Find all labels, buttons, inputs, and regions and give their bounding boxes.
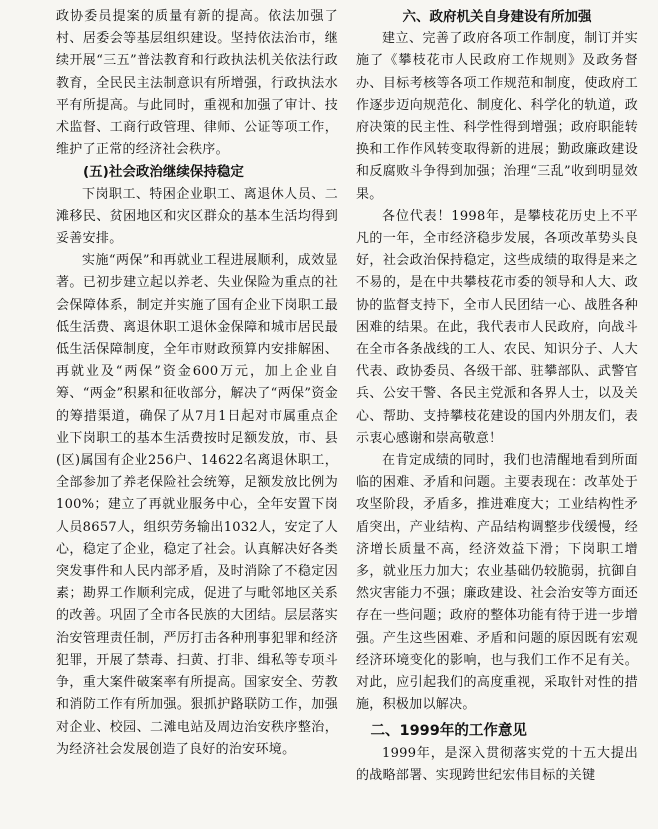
paragraph: 建立、完善了政府各项工作制度，制订并实施了《攀枝花市人民政府工作规则》及政务督办、目标考核等各项工作规范和制度，使政府工作逐步迈向规范化、制度化、科学化的轨道，政府决策的民主性、科学性得到增强；政府职能转换和工作作风转变取得新的进展；勤政廉政建设和反腐败斗争得到加强；治理“三乱”收到明显效果。	[356, 31, 638, 202]
right-column	[356, 6, 638, 787]
paragraph: 下岗职工、特困企业职工、离退休人员、二滩移民、贫困地区和灾区群众的基本生活均得到妥善安排。	[56, 186, 338, 247]
two-column-body	[56, 6, 638, 787]
paragraph: 1999年，是深入贯彻落实党的十五大提出的战略部署、实现跨世纪宏伟目标的关键	[356, 745, 638, 783]
section-heading: (五)社会政治继续保持稳定	[83, 164, 244, 181]
paragraph: 政协委员提案的质量有新的提高。依法加强了村、居委会等基层组织建设。坚持依法治市，继续开展“三五”普法教育和行政执法机关依法行政教育，全民民主法制意识有所增强，行政执法水平有所提高。与此同时，重视和加强了审计、技术监督、工商行政管理、律师、公证等项工作，维护了正常的经济社会秩序。	[56, 9, 338, 158]
paragraph: 实施“两保”和再就业工程进展顺利，成效显著。已初步建立起以养老、失业保险为重点的社会保障体系，制定并实施了国有企业下岗职工最低生活费、离退休职工退休金保障和城市居民最低生活保障制度，全年市财政预算内安排解困、再就业及“两保”资金600万元，加上企业自筹、“两金”积累和征收部分，解决了“两保”资金的筹措渠道，确保了从7月1日起对市属重点企业下岗职工的基本生活费按时足额发放，市、县(区)属国有企业256户、14622名离退休职工，全部参加了养老保险社会统筹，足额发放比例为100%；建立了再就业服务中心，全年安置下岗人员8657人，组织劳务输出1032人，安定了人心，稳定了企业，稳定了社会。认真解决好各类突发事件和人民内部矛盾，及时消除了不稳定因素；勘界工作顺利完成，促进了与毗邻地区关系的改善。巩固了全市各民族的大团结。层层落实治安管理责任制，严厉打击各种刑事犯罪和经济犯罪，开展了禁毒、扫黄、打非、缉私等专项斗争，重大案件破案率有所提高。国家安全、劳教和消防工作有所加强。狠抓护路联防工作，加强对企业、校园、二滩电站及周边治安秩序整治，为经济社会发展创造了良好的治安环境。	[56, 253, 338, 757]
section-heading: 六、政府机关自身建设有所加强	[402, 9, 592, 25]
chapter-heading: 二、1999年的工作意见	[370, 722, 527, 739]
left-column	[56, 6, 338, 787]
paragraph: 各位代表！1998年，是攀枝花历史上不平凡的一年，全市经济稳步发展，各项改革势头良好，社会政治保持稳定，这些成绩的取得是来之不易的，是在中共攀枝花市委的领导和人大、政协的监督支持下，全市人民团结一心、战胜各种困难的结果。在此，我代表市人民政府，向战斗在全市各条战线的工人、农民、知识分子、人大代表、政协委员、各级干部、驻攀部队、武警官兵、公安干警、各民主党派和各界人士，以及关心、帮助、支持攀枝花建设的国内外朋友们，表示衷心感谢和崇高敬意！	[356, 208, 638, 446]
paragraph: 在肯定成绩的同时，我们也清醒地看到所面临的困难、矛盾和问题。主要表现在：改革处于攻坚阶段，矛盾多，推进难度大；工业结构性矛盾突出，产业结构、产品结构调整步伐缓慢，经济增长质量不高，经济效益下滑；下岗职工增多，就业压力加大；农业基础仍较脆弱，抗御自然灾害能力不强；廉政建设、社会治安等方面还存在一些问题；政府的整体功能有待于进一步增强。产生这些困难、矛盾和问题的原因既有宏观经济环境变化的影响，也与我们工作不足有关。对此，应引起我们的高度重视，采取针对性的措施，积极加以解决。	[356, 453, 638, 713]
